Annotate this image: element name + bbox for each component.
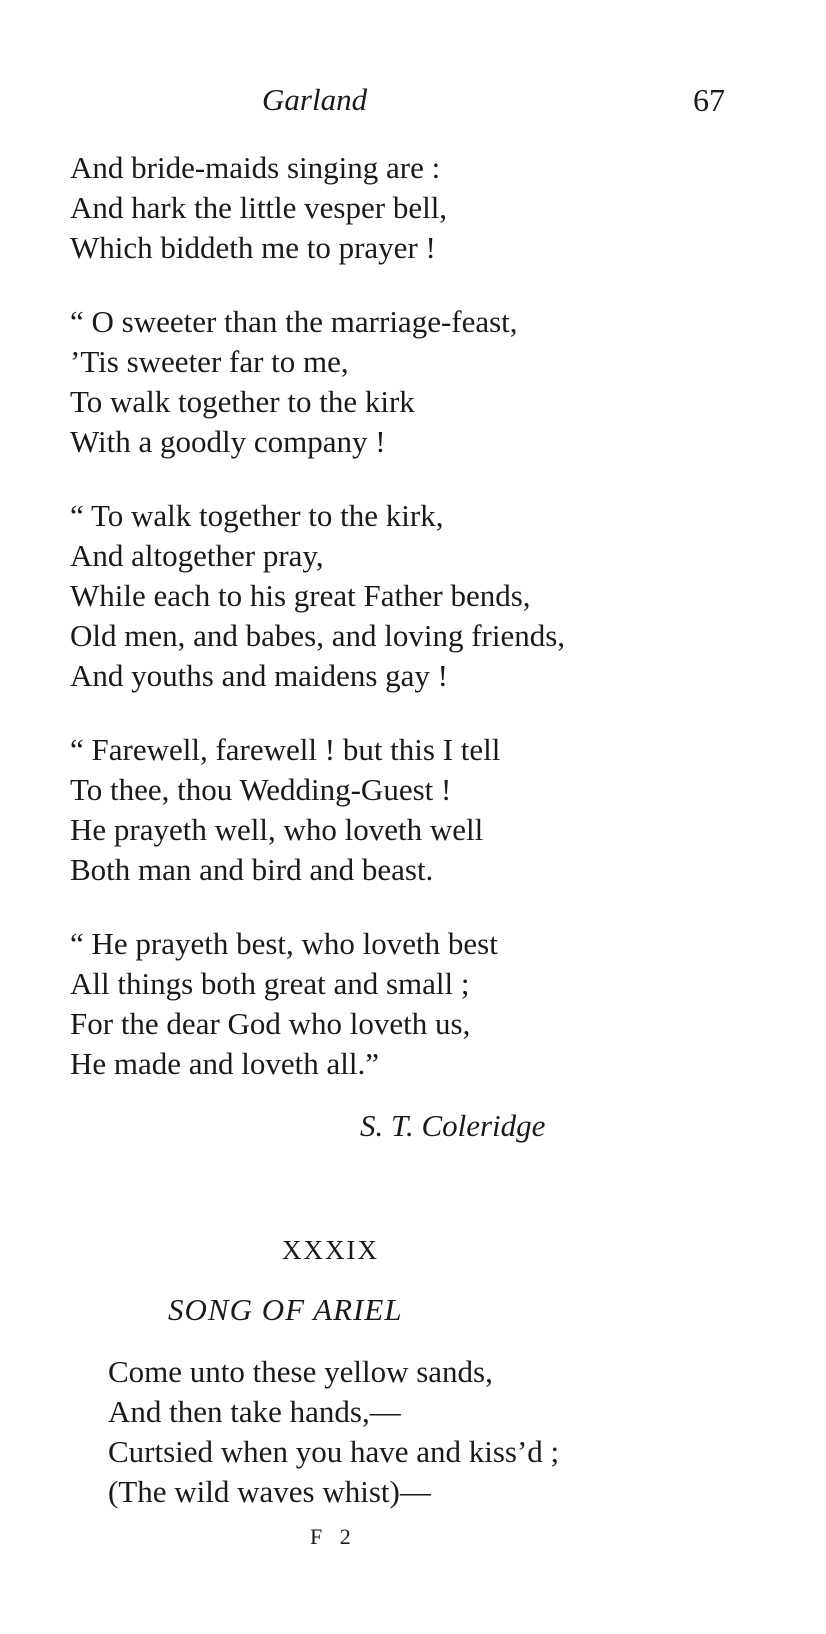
poem-line: “ Farewell, farewell ! but this I tell [70, 732, 501, 767]
signature-mark: F 2 [310, 1524, 357, 1549]
poem-line: To walk together to the kirk [70, 384, 415, 419]
section-number: XXXIX [282, 1235, 379, 1265]
poem-line: And youths and maidens gay ! [70, 658, 448, 693]
poem-line: “ To walk together to the kirk, [70, 498, 444, 533]
poem-line: He made and loveth all.” [70, 1046, 380, 1081]
running-title: Garland [262, 82, 368, 117]
poem-line: “ O sweeter than the marriage-feast, [70, 304, 518, 339]
stanza-5 [70, 924, 770, 1084]
poem-line: To thee, thou Wedding-Guest ! [70, 772, 452, 807]
poem-line: Come unto these yellow sands, [108, 1354, 493, 1389]
stanza-2 [70, 302, 770, 462]
poem-line: Old men, and babes, and loving friends, [70, 618, 566, 653]
poem-line: “ He prayeth best, who loveth best [70, 926, 498, 961]
poem-attribution: S. T. Coleridge [360, 1108, 546, 1143]
poem-line: While each to his great Father bends, [70, 578, 531, 613]
poem-line: And then take hands,— [108, 1394, 401, 1429]
poem-line: And altogether pray, [70, 538, 324, 573]
poem-line: He prayeth well, who loveth well [70, 812, 484, 847]
stanza-1 [70, 148, 770, 268]
song-body [108, 1352, 808, 1512]
page-number: 67 [693, 82, 725, 118]
poem-body [70, 148, 770, 1118]
stanza-4 [70, 730, 770, 890]
poem-line: And bride-maids singing are : [70, 150, 441, 185]
poem-line: Curtsied when you have and kiss’d ; [108, 1434, 560, 1469]
stanza-3 [70, 496, 770, 696]
section-title: SONG OF ARIEL [168, 1292, 403, 1327]
poem-line: All things both great and small ; [70, 966, 470, 1001]
poem-line: With a goodly company ! [70, 424, 386, 459]
poem-line: ’Tis sweeter far to me, [70, 344, 349, 379]
poem-line: (The wild waves whist)— [108, 1474, 431, 1509]
poem-line: For the dear God who loveth us, [70, 1006, 471, 1041]
poem-line: Which biddeth me to prayer ! [70, 230, 436, 265]
poem-line: And hark the little vesper bell, [70, 190, 448, 225]
poem-line: Both man and bird and beast. [70, 852, 434, 887]
